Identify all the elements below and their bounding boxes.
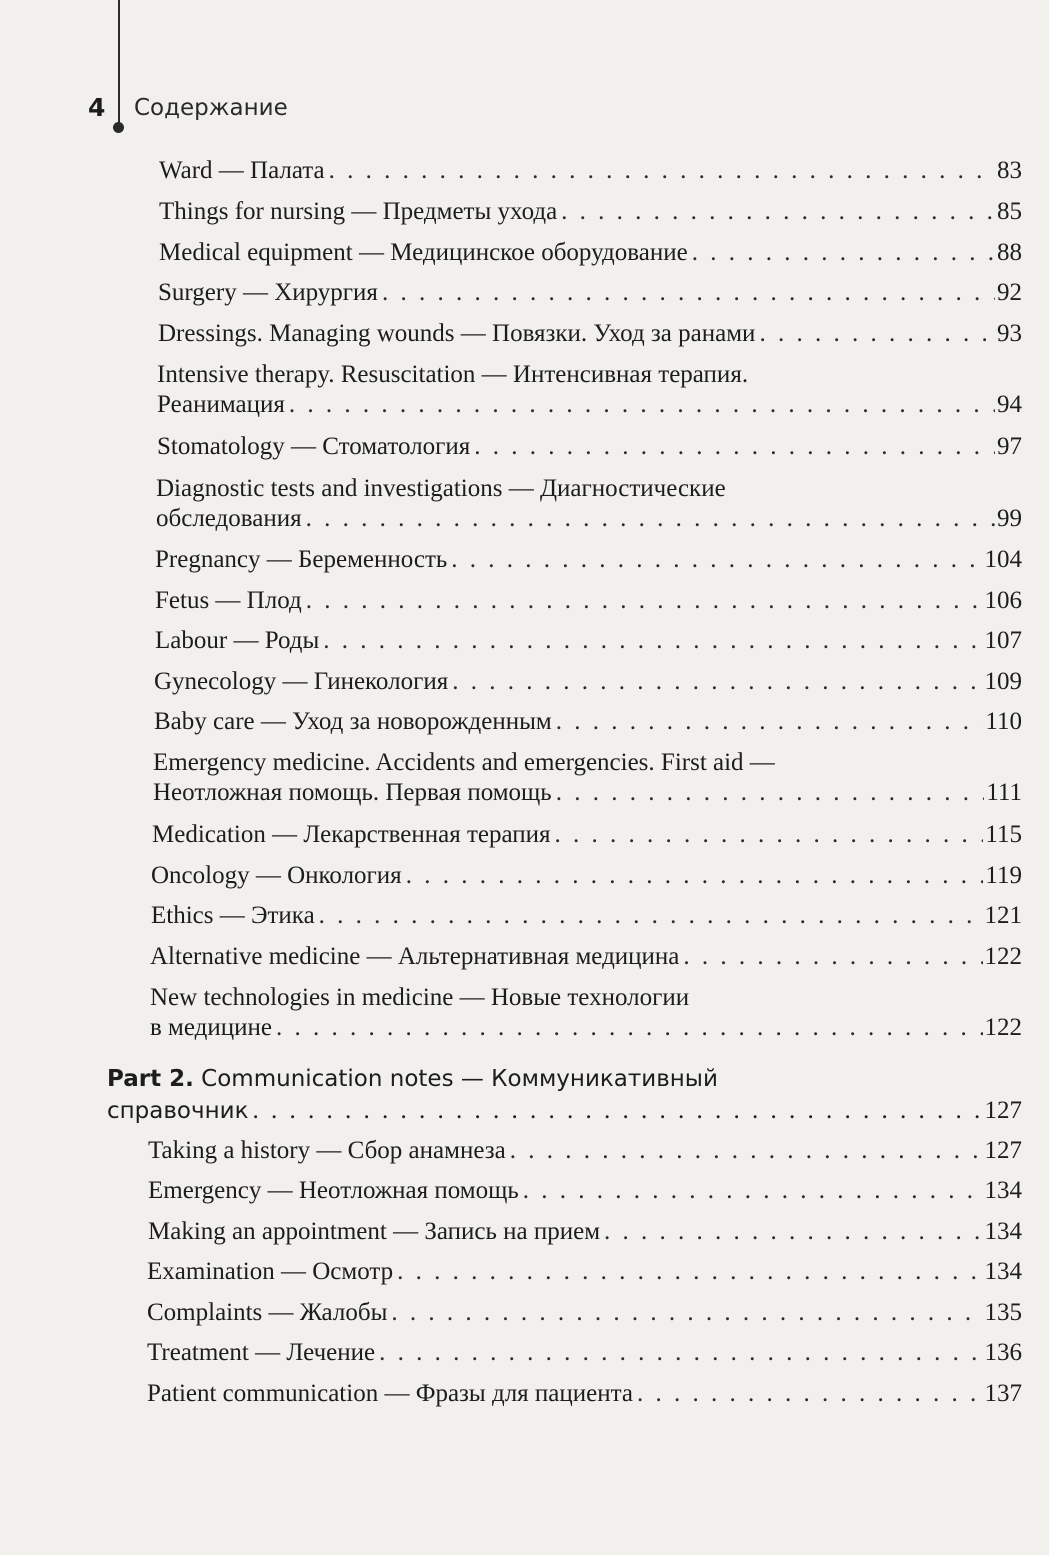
toc-entry-title-line1: New technologies in medicine — Новые технологии (150, 984, 690, 1011)
dot-leader (382, 278, 995, 308)
toc-entry (156, 474, 1022, 534)
toc-entry (154, 667, 1022, 697)
dot-leader (306, 504, 995, 534)
toc-entry-page: 92 (997, 279, 1022, 306)
toc-entry (151, 901, 1022, 931)
part-title-line1: Communication notes — Коммуникативный (193, 1066, 718, 1092)
toc-entry-page: 88 (997, 239, 1022, 266)
toc-entry (155, 586, 1022, 616)
toc-entry-title: Alternative medicine — Альтернативная медицина (150, 943, 680, 970)
part-title: справочник (107, 1098, 249, 1124)
toc-entry (148, 1217, 1022, 1247)
toc-entry-page: 111 (986, 779, 1022, 806)
part-page: 127 (984, 1097, 1022, 1124)
toc-entry-title: Stomatology — Стоматология (157, 433, 471, 460)
toc-entry-page: 122 (984, 943, 1022, 970)
dot-leader (276, 1013, 983, 1043)
toc-entry-page: 121 (984, 902, 1022, 929)
toc-entry-title: Surgery — Хирургия (158, 279, 378, 306)
toc-entry-title: Making an appointment — Запись на прием (148, 1218, 601, 1245)
toc-entry (157, 432, 1022, 462)
toc-entry-page: 115 (985, 821, 1022, 848)
toc-entry-title: Complaints — Жалобы (147, 1299, 388, 1326)
toc-entry-page: 83 (997, 157, 1022, 184)
toc-entry-page: 122 (984, 1014, 1022, 1041)
toc-entry-title: Baby care — Уход за новорожденным (154, 708, 552, 735)
toc-entry-title: Taking a history — Сбор анамнеза (148, 1137, 506, 1164)
dot-leader (555, 820, 984, 850)
toc-entry (154, 707, 1022, 737)
dot-leader (252, 1095, 984, 1127)
toc-entry-title: Неотложная помощь. Первая помощь (153, 779, 552, 806)
toc-entry-title-line1: Diagnostic tests and investigations — Диагностические (156, 475, 726, 502)
toc-entry-title: Pregnancy — Беременность (155, 546, 448, 573)
dot-leader (474, 432, 995, 462)
running-head: Содержание (134, 95, 288, 121)
page-number: 4 (88, 93, 106, 122)
toc-entry-page: 99 (997, 505, 1022, 532)
toc-entry (158, 319, 1022, 349)
toc-entry-title: Ward — Палата (159, 157, 325, 184)
dot-leader (451, 545, 982, 575)
toc-entry-title-line1: Emergency medicine. Accidents and emergencies. First aid — (153, 749, 775, 776)
toc-entry (147, 1257, 1022, 1287)
toc-entry (153, 748, 1022, 808)
toc-entry (150, 983, 1022, 1043)
toc-entry-title: Patient communication — Фразы для пациента (147, 1380, 633, 1407)
dot-leader (556, 707, 984, 737)
toc-entry-page: 136 (984, 1339, 1022, 1366)
toc-entry-title: Oncology — Онкология (151, 862, 402, 889)
toc-entry-page: 119 (985, 862, 1022, 889)
toc-entry (158, 278, 1022, 308)
dot-leader (397, 1257, 982, 1287)
toc-entry-title: Things for nursing — Предметы ухода (159, 198, 558, 225)
toc-entry-page: 93 (997, 320, 1022, 347)
toc-entry-page: 107 (984, 627, 1022, 654)
dot-leader (759, 319, 995, 349)
dot-leader (510, 1136, 983, 1166)
toc-entry-page: 134 (984, 1258, 1022, 1285)
toc-entry-title: Реанимация (157, 391, 285, 418)
dot-leader (556, 778, 985, 808)
toc-entry-page: 110 (985, 708, 1022, 735)
part-heading (107, 1063, 1022, 1127)
dot-leader (561, 197, 995, 227)
toc-entry-title: Medication — Лекарственная терапия (152, 821, 551, 848)
dot-leader (323, 626, 982, 656)
toc-entry-page: 135 (984, 1299, 1022, 1326)
toc-entry-title: Dressings. Managing wounds — Повязки. Уход за ранами (158, 320, 756, 347)
toc-entry (150, 942, 1022, 972)
toc-entry (159, 156, 1022, 186)
toc-entry (155, 545, 1022, 575)
toc-entry (147, 1338, 1022, 1368)
toc-entry-page: 85 (997, 198, 1022, 225)
toc-entry (148, 1136, 1022, 1166)
toc-entry (151, 861, 1022, 891)
toc-entry-title: Gynecology — Гинекология (154, 668, 449, 695)
dot-leader (306, 586, 983, 616)
dot-leader (604, 1217, 982, 1247)
toc-entry-page: 137 (984, 1380, 1022, 1407)
toc-entry-page: 127 (984, 1137, 1022, 1164)
toc-entry-title: Examination — Осмотр (147, 1258, 394, 1285)
dot-leader (379, 1338, 982, 1368)
dot-leader (406, 861, 984, 891)
toc-entry (147, 1379, 1022, 1409)
toc-entry-title: Fetus — Плод (155, 587, 302, 614)
toc-entry (147, 1298, 1022, 1328)
dot-leader (683, 942, 982, 972)
dot-leader (289, 390, 995, 420)
toc-entry (157, 360, 1022, 420)
toc-entry (152, 820, 1022, 850)
toc-entry-page: 104 (984, 546, 1022, 573)
dot-leader (391, 1298, 982, 1328)
toc-entry-title: Medical equipment — Медицинское оборудование (159, 239, 688, 266)
dot-leader (637, 1379, 983, 1409)
dot-leader (523, 1176, 983, 1206)
toc-entry-page: 97 (997, 433, 1022, 460)
toc-entry-title: Ethics — Этика (151, 902, 315, 929)
toc-entry-page: 109 (984, 668, 1022, 695)
toc-entry-title: в медицине (150, 1014, 272, 1041)
toc-entry-title: Treatment — Лечение (147, 1339, 376, 1366)
toc-entry (159, 197, 1022, 227)
toc-entry-page: 134 (984, 1177, 1022, 1204)
dot-leader (319, 901, 983, 931)
dot-leader (452, 667, 982, 697)
toc-entry-title-line1: Intensive therapy. Resuscitation — Интенсивная терапия. (157, 361, 749, 388)
toc-entry-title: Emergency — Неотложная помощь (148, 1177, 519, 1204)
toc-entry-page: 134 (984, 1218, 1022, 1245)
toc-entry-page: 94 (997, 391, 1022, 418)
dot-leader (329, 156, 995, 186)
toc-entry-title: Labour — Роды (155, 627, 320, 654)
toc-entry (155, 626, 1022, 656)
part-label: Part 2. (107, 1066, 194, 1092)
toc-entry (148, 1176, 1022, 1206)
dot-leader (692, 238, 995, 268)
toc-entry-page: 106 (984, 587, 1022, 614)
toc-entry-title: обследования (156, 505, 302, 532)
toc-entry (159, 238, 1022, 268)
